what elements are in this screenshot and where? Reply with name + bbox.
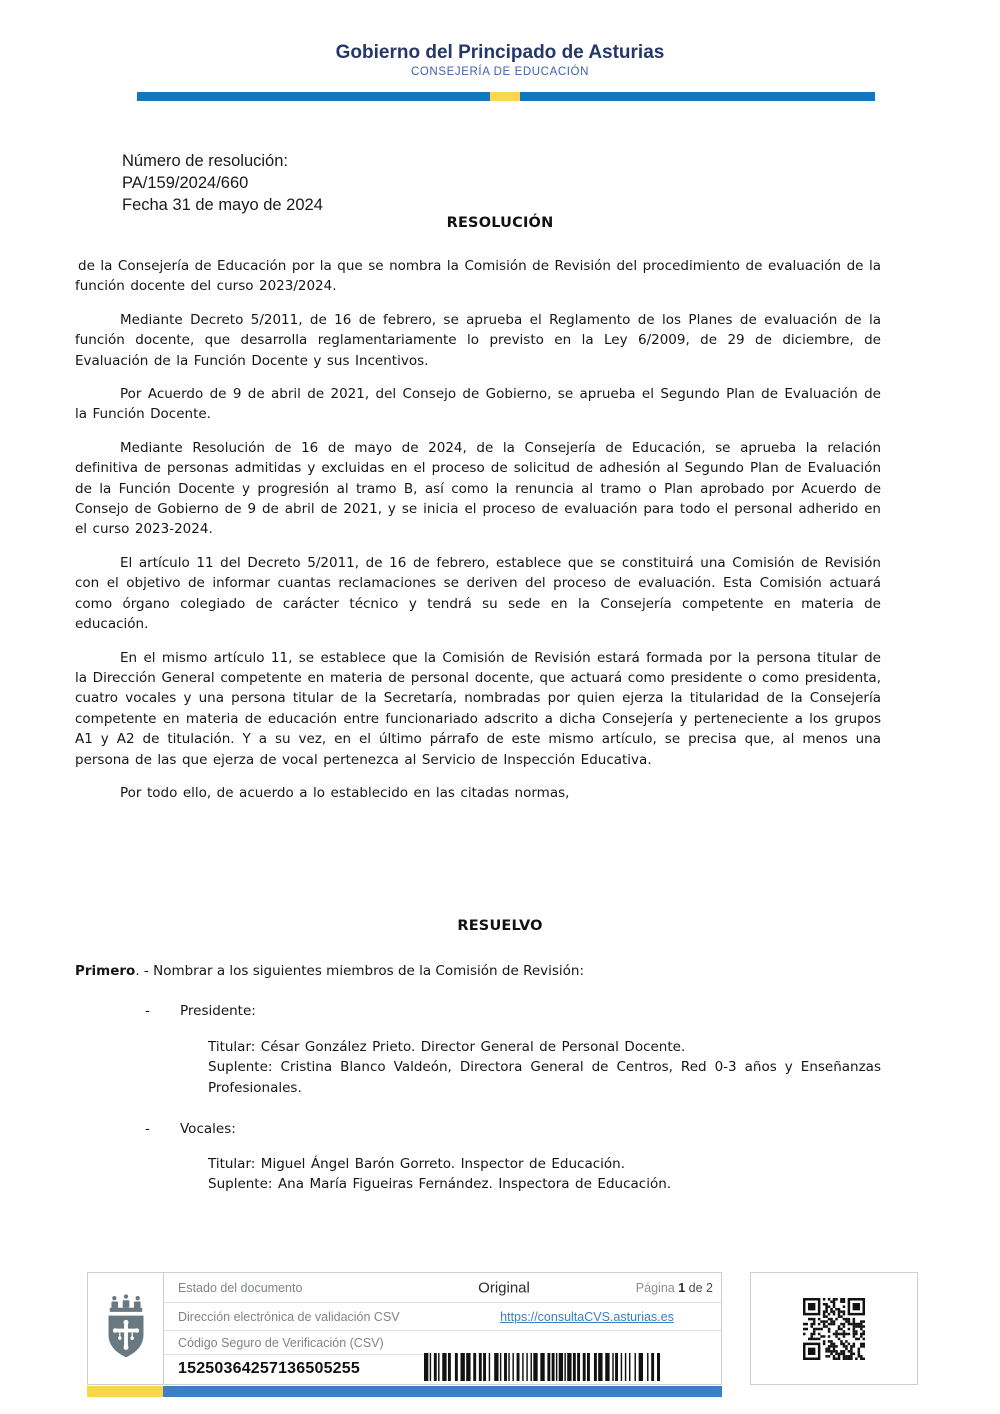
list-item-vocales [145, 1119, 236, 1139]
footer-icon-column [88, 1273, 164, 1384]
footer-bar-blue [163, 1386, 722, 1397]
bullet-dash: - [145, 1121, 150, 1137]
paragraph: de la Consejería de Educación por la que se nombra la Comisión de Revisión del procedimiento de evaluación de la función docente del curso 2023/2024. [75, 258, 881, 295]
status-value: Original [478, 1279, 530, 1296]
footer-bar [87, 1386, 722, 1397]
government-title: Gobierno del Principado de Asturias [335, 42, 665, 63]
csv-validation-link[interactable]: https://consultaCVS.asturias.es [500, 1309, 674, 1324]
validation-table [87, 1272, 722, 1385]
resolution-number-value: PA/159/2024/660 [122, 174, 249, 192]
paragraph: Mediante Resolución de 16 de mayo de 2024, de la Consejería de Educación, se aprueba la relación definitiva de personas admitidas y excluidas en el proceso de solicitud de adhesión al Segundo Plan de Evaluación de la Función Docente y progresión al tramo B, así como la renuncia al tramo o Plan aprobado por Acuerdo de Consejo de Gobierno de 9 de abril de 2021, y se inicia el proceso de evaluación para todo el personal adherido en el curso 2023-2024. [75, 439, 881, 538]
paragraph: Por Acuerdo de 9 de abril de 2021, del Consejo de Gobierno, se aprueba el Segundo Plan de Evaluación de la Función Docente. [75, 386, 881, 423]
member-entry: Titular: César González Prieto. Director General de Personal Docente. [208, 1039, 686, 1055]
row-divider [164, 1354, 429, 1355]
resolution-number-label: Número de resolución: [122, 152, 288, 170]
list-item-label: Vocales: [180, 1121, 236, 1137]
footer-row-status [164, 1273, 721, 1303]
header-rule-yellow-segment [490, 92, 520, 101]
footer-bar-yellow [87, 1386, 163, 1397]
department-subtitle: CONSEJERÍA DE EDUCACIÓN [410, 66, 590, 78]
qr-box [750, 1272, 918, 1385]
presidente-entries [208, 1037, 881, 1098]
status-label: Estado del documento [178, 1280, 303, 1295]
csv-code-label: Código Seguro de Verificación (CSV) [178, 1335, 384, 1350]
bullet-dash: - [145, 1003, 150, 1019]
paragraph: Mediante Decreto 5/2011, de 16 de febrero, se aprueba el Reglamento de los Planes de evaluación de la función docente, que desarrolla reglamentariamente lo previsto en la Ley 6/2009, de 29 de diciembre, de Evaluación de la Función Docente y sus Incentivos. [75, 311, 881, 369]
footer-row-csv-link [164, 1303, 721, 1331]
csv-link-label: Dirección electrónica de validación CSV [178, 1309, 400, 1324]
primero-text: . - Nombrar a los siguientes miembros de la Comisión de Revisión: [135, 963, 585, 979]
barcode [424, 1353, 661, 1381]
paragraph: Por todo ello, de acuerdo a lo establecido en las citadas normas, [120, 784, 570, 801]
validation-footer [87, 1272, 920, 1398]
qr-code [803, 1298, 865, 1360]
document-heading: RESOLUCIÓN [446, 215, 554, 231]
list-item-presidente [145, 1001, 256, 1021]
primero-label: Primero [75, 963, 136, 979]
paragraph: En el mismo artículo 11, se establece que la Comisión de Revisión estará formada por la persona titular de la Dirección General competente en materia de personal docente, que actuará como presidente o como presidenta, cuatro vocales y una persona titular de la Secretaría, nombradas por quien ejerza la titularidad de la Consejería competente en materia de educación entre funcionariado adscrito a dicha Consejería y perteneciente a los grupos A1 y A2 de titulación. Y a su vez, en el último párrafo de este mismo artículo, se precisa que, al menos una persona de las que ejerza de vocal pertenezca al Servicio de Inspección Educativa. [75, 649, 881, 768]
csv-code-value: 15250364257136505255 [178, 1360, 360, 1377]
asturias-shield-icon [101, 1291, 151, 1367]
document-body [75, 256, 881, 816]
member-entry: Suplente: Cristina Blanco Valdeón, Directora General de Centros, Red 0-3 años y Enseñanzas Profesionales. [208, 1059, 881, 1096]
footer-row-csv-label [164, 1331, 721, 1354]
list-item-label: Presidente: [180, 1003, 256, 1019]
member-entry: Titular: Miguel Ángel Barón Gorreto. Inspector de Educación. [208, 1156, 626, 1172]
resuelvo-heading: RESUELVO [457, 918, 543, 934]
primero-line [75, 961, 881, 981]
page-number: 1 [678, 1280, 686, 1295]
header-rule [137, 92, 875, 101]
page-indicator: Página 1 de 2 [635, 1280, 713, 1295]
paragraph: El artículo 11 del Decreto 5/2011, de 16 de febrero, establece que se constituirá una Comisión de Revisión con el objetivo de informar cuantas reclamaciones se deriven del proceso de evaluación. Esta Comisión actuará como órgano colegiado de carácter técnico y tendrá su sede en la Consejería competente en materia de educación. [75, 554, 881, 633]
resolution-info [122, 150, 323, 216]
footer-rows [164, 1273, 721, 1384]
vocales-entries [208, 1154, 881, 1195]
member-entry: Suplente: Ana María Figueiras Fernández. Inspectora de Educación. [208, 1176, 672, 1193]
resolution-date: Fecha 31 de mayo de 2024 [122, 196, 323, 214]
